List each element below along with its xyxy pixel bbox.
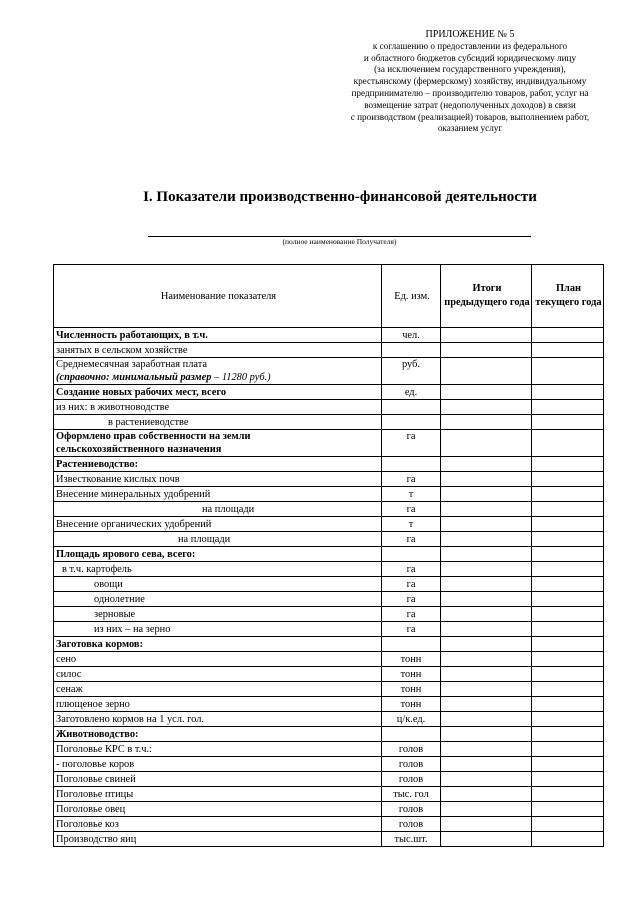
prev-year-cell[interactable]	[441, 487, 532, 502]
row-unit: голов	[382, 757, 441, 772]
row-unit	[382, 457, 441, 472]
appendix-line: к соглашению о предоставлении из федерального	[372, 40, 568, 51]
row-unit: га	[382, 592, 441, 607]
prev-year-cell[interactable]	[441, 415, 532, 430]
appendix-line: возмещение затрат (недополученных доходов) в связи	[364, 99, 576, 110]
prev-year-cell[interactable]	[441, 328, 532, 343]
row-label: Животноводство:	[54, 727, 382, 742]
row-unit	[382, 400, 441, 415]
row-label: Растениеводство:	[54, 457, 382, 472]
row-unit: га	[382, 562, 441, 577]
table-row	[54, 832, 604, 847]
prev-year-cell[interactable]	[441, 652, 532, 667]
plan-cell[interactable]	[532, 358, 604, 385]
table-row	[54, 502, 604, 517]
table-row	[54, 607, 604, 622]
plan-cell[interactable]	[532, 343, 604, 358]
row-label-line: Среднемесячная заработная плата	[56, 359, 207, 370]
row-unit	[382, 547, 441, 562]
plan-cell[interactable]	[532, 667, 604, 682]
row-unit: тонн	[382, 652, 441, 667]
row-unit: га	[382, 472, 441, 487]
row-label: сено	[54, 652, 382, 667]
row-label: Численность работающих, в т.ч.	[54, 328, 382, 343]
plan-cell[interactable]	[532, 400, 604, 415]
prev-year-cell[interactable]	[441, 532, 532, 547]
prev-year-cell[interactable]	[441, 787, 532, 802]
appendix-line: предпринимателю – производителю товаров, работ, услуг на	[351, 87, 589, 98]
prev-year-cell[interactable]	[441, 697, 532, 712]
row-unit	[382, 637, 441, 652]
plan-cell[interactable]	[532, 577, 604, 592]
plan-cell[interactable]	[532, 547, 604, 562]
row-label: Поголовье КРС в т.ч.:	[54, 742, 382, 757]
plan-cell[interactable]	[532, 682, 604, 697]
plan-cell[interactable]	[532, 787, 604, 802]
row-unit: т	[382, 487, 441, 502]
plan-cell[interactable]	[532, 772, 604, 787]
row-unit	[382, 343, 441, 358]
appendix-header: ПРИЛОЖЕНИЕ № 5	[425, 29, 515, 40]
row-label: плющеное зерно	[54, 697, 382, 712]
table-row	[54, 622, 604, 637]
row-label: Поголовье свиней	[54, 772, 382, 787]
row-label: Поголовье птицы	[54, 787, 382, 802]
prev-year-cell[interactable]	[441, 343, 532, 358]
appendix-line: и областного бюджетов субсидий юридическому лицу	[363, 52, 577, 63]
plan-cell[interactable]	[532, 622, 604, 637]
table-row	[54, 757, 604, 772]
row-unit: т	[382, 517, 441, 532]
row-unit: ед.	[382, 385, 441, 400]
prev-year-cell[interactable]	[441, 802, 532, 817]
prev-year-cell[interactable]	[441, 742, 532, 757]
indicators-table	[53, 264, 604, 847]
table-row	[54, 697, 604, 712]
recipient-caption: (полное наименование Получателя)	[282, 237, 397, 246]
plan-cell[interactable]	[532, 802, 604, 817]
table-row	[54, 487, 604, 502]
table-row	[54, 532, 604, 547]
row-unit: голов	[382, 772, 441, 787]
table-row	[54, 358, 604, 385]
row-label: Площадь ярового сева, всего:	[54, 547, 382, 562]
table-row	[54, 652, 604, 667]
table-row	[54, 712, 604, 727]
plan-cell[interactable]	[532, 457, 604, 472]
table-row	[54, 682, 604, 697]
row-label: овощи	[54, 577, 382, 592]
row-unit: га	[382, 532, 441, 547]
plan-cell[interactable]	[532, 502, 604, 517]
table-row	[54, 727, 604, 742]
plan-cell[interactable]	[532, 562, 604, 577]
row-label: в растениеводстве	[54, 415, 382, 430]
table-row	[54, 400, 604, 415]
row-unit: га	[382, 622, 441, 637]
row-label: Заготовлено кормов на 1 усл. гол.	[54, 712, 382, 727]
row-unit: голов	[382, 742, 441, 757]
prev-year-cell[interactable]	[441, 430, 532, 457]
table-row	[54, 742, 604, 757]
prev-year-cell[interactable]	[441, 577, 532, 592]
prev-year-cell[interactable]	[441, 547, 532, 562]
row-label: - поголовье коров	[54, 757, 382, 772]
plan-cell[interactable]	[532, 712, 604, 727]
plan-cell[interactable]	[532, 328, 604, 343]
prev-year-cell[interactable]	[441, 667, 532, 682]
row-label: Внесение органических удобрений	[54, 517, 382, 532]
row-label	[54, 358, 382, 385]
prev-year-cell[interactable]	[441, 607, 532, 622]
prev-year-cell[interactable]	[441, 832, 532, 847]
header-unit: Ед. изм.	[382, 265, 441, 328]
table-row	[54, 787, 604, 802]
plan-cell[interactable]	[532, 430, 604, 457]
row-label: силос	[54, 667, 382, 682]
plan-cell[interactable]	[532, 757, 604, 772]
row-label: на площади	[54, 502, 382, 517]
prev-year-cell[interactable]	[441, 517, 532, 532]
row-unit	[382, 415, 441, 430]
plan-cell[interactable]	[532, 472, 604, 487]
row-unit: ц/к.ед.	[382, 712, 441, 727]
header-plan-current-year: План текущего года	[532, 265, 604, 328]
plan-cell[interactable]	[532, 592, 604, 607]
row-label: однолетние	[54, 592, 382, 607]
table-row	[54, 430, 604, 457]
plan-cell[interactable]	[532, 652, 604, 667]
row-unit: тыс.шт.	[382, 832, 441, 847]
table-row	[54, 577, 604, 592]
row-label: Внесение минеральных удобрений	[54, 487, 382, 502]
row-label-note	[56, 371, 381, 384]
prev-year-cell[interactable]	[441, 817, 532, 832]
appendix-line: (за исключением государственного учреждения),	[374, 64, 566, 75]
prev-year-cell[interactable]	[441, 727, 532, 742]
prev-year-cell[interactable]	[441, 592, 532, 607]
table-row	[54, 328, 604, 343]
prev-year-cell[interactable]	[441, 772, 532, 787]
table-row	[54, 802, 604, 817]
table-row	[54, 517, 604, 532]
table-row	[54, 385, 604, 400]
table-row	[54, 457, 604, 472]
prev-year-cell[interactable]	[441, 622, 532, 637]
plan-cell[interactable]	[532, 742, 604, 757]
plan-cell[interactable]	[532, 415, 604, 430]
row-unit: чел.	[382, 328, 441, 343]
row-label: Создание новых рабочих мест, всего	[54, 385, 382, 400]
appendix-line: крестьянскому (фермерскому) хозяйству, индивидуальному	[353, 76, 587, 87]
row-label: сенаж	[54, 682, 382, 697]
row-unit: голов	[382, 802, 441, 817]
table-row	[54, 637, 604, 652]
prev-year-cell[interactable]	[441, 712, 532, 727]
prev-year-cell[interactable]	[441, 358, 532, 385]
row-label-line: Оформлено прав собственности на земли	[56, 431, 251, 442]
row-label: зерновые	[54, 607, 382, 622]
row-unit: га	[382, 577, 441, 592]
row-label: Заготовка кормов:	[54, 637, 382, 652]
row-unit: руб.	[382, 358, 441, 385]
header-indicator-name: Наименование показателя	[54, 265, 382, 328]
row-unit: га	[382, 607, 441, 622]
table-row	[54, 415, 604, 430]
plan-cell[interactable]	[532, 532, 604, 547]
row-unit	[382, 727, 441, 742]
prev-year-cell[interactable]	[441, 385, 532, 400]
row-unit: тонн	[382, 682, 441, 697]
plan-cell[interactable]	[532, 487, 604, 502]
table-row	[54, 817, 604, 832]
plan-cell[interactable]	[532, 385, 604, 400]
row-label-line: сельскохозяйственного назначения	[56, 444, 222, 455]
table-row	[54, 592, 604, 607]
row-unit: га	[382, 502, 441, 517]
row-label: Известкование кислых почв	[54, 472, 382, 487]
plan-cell[interactable]	[532, 832, 604, 847]
row-label: из них: в животноводстве	[54, 400, 382, 415]
prev-year-cell[interactable]	[441, 637, 532, 652]
row-unit: тонн	[382, 667, 441, 682]
prev-year-cell[interactable]	[441, 562, 532, 577]
prev-year-cell[interactable]	[441, 682, 532, 697]
row-label: из них – на зерно	[54, 622, 382, 637]
header-previous-year: Итоги предыдущего года	[441, 265, 532, 328]
table-row	[54, 562, 604, 577]
row-label: Поголовье овец	[54, 802, 382, 817]
row-label: Производство яиц	[54, 832, 382, 847]
prev-year-cell[interactable]	[441, 457, 532, 472]
row-label: в т.ч. картофель	[54, 562, 382, 577]
row-label: на площади	[54, 532, 382, 547]
plan-cell[interactable]	[532, 517, 604, 532]
table-row	[54, 547, 604, 562]
table-row	[54, 343, 604, 358]
table-row	[54, 667, 604, 682]
plan-cell[interactable]	[532, 727, 604, 742]
row-unit: тонн	[382, 697, 441, 712]
plan-cell[interactable]	[532, 817, 604, 832]
row-unit: тыс. гол	[382, 787, 441, 802]
plan-cell[interactable]	[532, 697, 604, 712]
prev-year-cell[interactable]	[441, 400, 532, 415]
prev-year-cell[interactable]	[441, 472, 532, 487]
appendix-line: оказанием услуг	[437, 123, 503, 134]
row-unit: голов	[382, 817, 441, 832]
note-prefix: (справочно: минимальный размер	[56, 372, 212, 383]
plan-cell[interactable]	[532, 607, 604, 622]
section-title: I. Показатели производственно-финансовой деятельности	[143, 189, 537, 205]
table-row	[54, 772, 604, 787]
table-row	[54, 472, 604, 487]
table-header-row	[54, 265, 604, 328]
prev-year-cell[interactable]	[441, 757, 532, 772]
plan-cell[interactable]	[532, 637, 604, 652]
appendix-line: с производством (реализацией) товаров, выполнением работ,	[350, 111, 590, 122]
row-label: занятых в сельском хозяйстве	[54, 343, 382, 358]
prev-year-cell[interactable]	[441, 502, 532, 517]
note-value: – 11280 руб.)	[211, 372, 271, 383]
appendix-note	[300, 29, 640, 135]
row-label: Поголовье коз	[54, 817, 382, 832]
row-label	[54, 430, 382, 457]
row-unit: га	[382, 430, 441, 457]
